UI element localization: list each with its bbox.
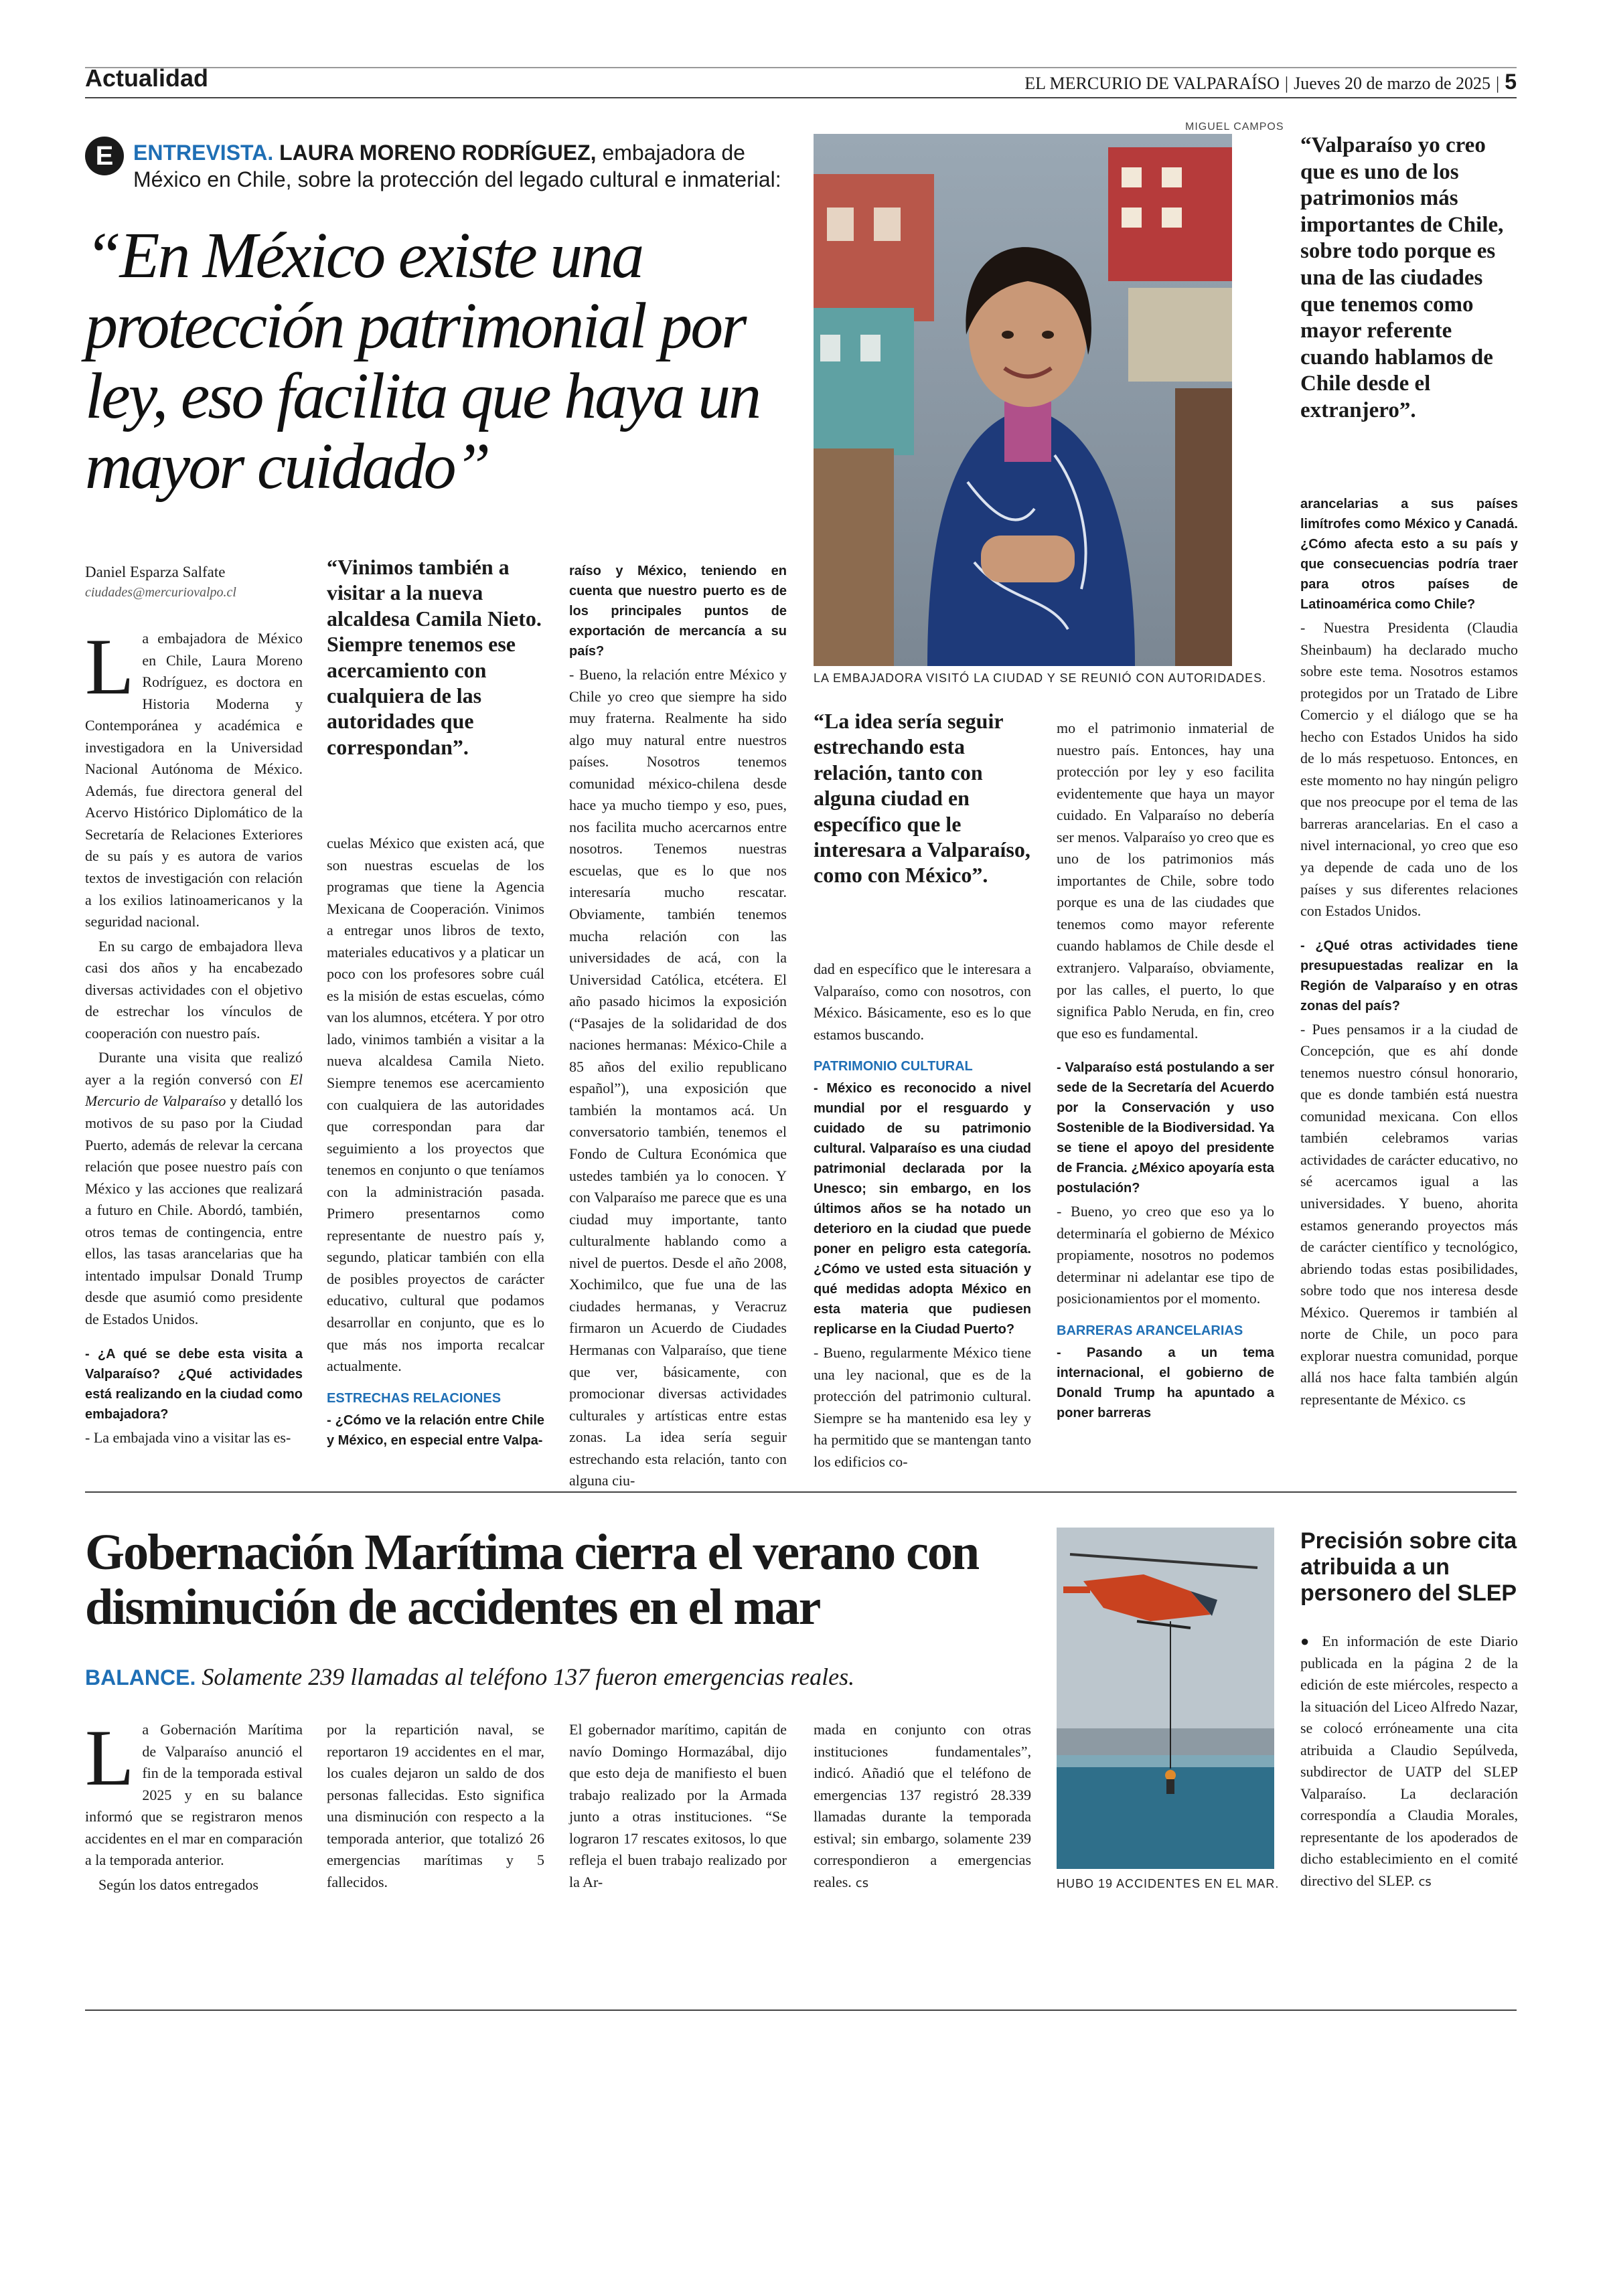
header-rule: [85, 97, 1517, 98]
end-mark: cs: [1418, 1875, 1432, 1890]
section-divider: [85, 1491, 1517, 1493]
byline: [85, 564, 236, 600]
question: raíso y México, teniendo en cuenta que nuestro puerto es de los principales puntos de exportación de mercancía a su país?: [569, 564, 787, 659]
question: - ¿Cómo ve la relación entre Chile y México, en especial entre Valpa-: [327, 1412, 544, 1448]
helicopter-photo-illustration: [1057, 1528, 1274, 1869]
bottom-rule: [85, 2010, 1517, 2011]
main-column-2: [327, 833, 544, 1453]
paragraph-text: Durante una visita que realizó ayer a la región conversó con: [85, 1049, 303, 1088]
ambassador-photo: [814, 134, 1232, 666]
paragraph: dad en específico que le interesara a Valparaíso, como con nosotros, con México. Básicamente, eso es lo que estamos buscando.: [814, 961, 1031, 1043]
paragraph: mo el patrimonio inmaterial de nuestro país. Entonces, hay una protección por ley y eso facilita evidentemente que haya un mayor cuidado. En Valparaíso no debería ser menos. Valparaíso yo creo que es uno de los patrimonios más importantes de Chile, sobre todo porque es una de las ciudades que tenemos como mayor referente cuando hablamos de Chile desde el extranjero. Valparaíso, obviamente, por las calles, el puerto, lo que significa Pablo Neruda, en fin, creo que eso es fundamental.: [1057, 720, 1274, 1042]
correction-text: En información de este Diario publicada en la página 2 de la edición de este miércoles, respecto a la situación del Liceo Alfredo Nazar, se colocó erróneamente una cita atribuida a Claudio Sepúlveda, subdirector de UATP del SLEP Valparaíso. La declaración correspondía a Claudia Morales, representante de los apoderados de dicho establecimiento en el comité directivo del SLEP.: [1300, 1633, 1518, 1890]
second-column-1: [85, 1713, 303, 1898]
main-column-3: [569, 561, 787, 1495]
helicopter-caption: HUBO 19 ACCIDENTES EN EL MAR.: [1057, 1877, 1280, 1890]
paragraph-text: y detalló los motivos de su paso por la Ciudad Puerto, además de relevar la cercana relación que posee nuestro país con México y las acciones que realizará a futuro en Chile. Abordó, también, otros temas de contingencia, entre ellos, las tasas arancelarias que ha intentado impulsar Donald Trump desde que asumió como presidente de Estados Unidos.: [85, 1092, 303, 1327]
second-column-2: [327, 1719, 544, 1896]
dropcap: L: [85, 622, 135, 711]
header-top-rule: [85, 67, 1517, 68]
question: arancelarias a sus países limítrofes como México y Canadá. ¿Cómo afecta esto a su país y que consecuencias podría traer para otros países de Latinoamérica como Chile?: [1300, 497, 1518, 612]
kicker-text: embajadora de México en Chile, sobre la protección del legado cultural e inmaterial:: [133, 141, 781, 191]
photo-credit: MIGUEL CAMPOS: [1185, 121, 1284, 133]
paragraph: [85, 622, 303, 933]
photo-caption: LA EMBAJADORA VISITÓ LA CIUDAD Y SE REUNIÓ CON AUTORIDADES.: [814, 671, 1267, 685]
interview-kicker: [85, 139, 795, 193]
subhead: BARRERAS ARANCELARIAS: [1057, 1323, 1243, 1338]
paragraph-text: mada en conjunto con otras instituciones fundamentales”, indicó. Añadió que el teléfono de emergencias 137 registró 28.339 llamadas durante la temporada estival; sin embargo, solamente 239 correspondieron a emergencias reales.: [814, 1721, 1031, 1890]
folio-separator: |: [1284, 74, 1289, 93]
deck-tag: BALANCE.: [85, 1665, 196, 1690]
subhead: ESTRECHAS RELACIONES: [327, 1390, 502, 1406]
main-column-4: [814, 959, 1031, 1475]
answer: - La embajada vino a visitar las es-: [85, 1428, 291, 1446]
paragraph: Según los datos entregados: [98, 1876, 258, 1893]
paragraph: por la repartición naval, se reportaron 19 accidentes en el mar, los cuales dejaron un saldo de dos personas fallecidas. Esto significa una disminución con respecto a la temporada anterior, que totalizó 26 emergencias marítimas y 5 fallecidos.: [327, 1721, 544, 1890]
answer: - Bueno, la relación entre México y Chile yo creo que siempre ha sido muy fraterna. Realmente ha sido algo muy natural entre nuestros países. Nosotros tenemos comunidad méxico-chilena desde hace ya mucho tiempo y eso, pues, nos facilita mucho acercarnos entre nosotros. Tenemos nuestras escuelas, que es lo que nos interesaría mucho rescatar. Obviamente, también tenemos mucha relación con las universidades de acá, con la Universidad Católica, etcétera. El año pasado hicimos la exposición (“Pasajes de la solidaridad de dos naciones hermanas: México-Chile a 85 años del exilio republicano español”), una exposición que también la montamos acá. Un conversatorio también, tenemos el Fondo de Cultura Económica que ustedes también ya lo conocen. Y con Valparaíso me parece que es una ciudad muy importante, tanto culturalmente hablando como a nivel de puertos. Desde el año 2008, Xochimilco, que fue una de las ciudades hermanas, y Veracruz firmaron un Acuerdo de Ciudades Hermanas con Valparaíso, que tiene que ver, básicamente, con promocionar diversas actividades culturales y artísticas entre estas zonas. La idea sería seguir estrechando esta relación, tanto con alguna ciu-: [569, 666, 787, 1489]
byline-author: Daniel Esparza Salfate: [85, 564, 226, 580]
folio-separator: |: [1495, 74, 1500, 93]
folio: [1024, 70, 1517, 94]
main-column-5: [1057, 718, 1274, 1426]
main-headline: “En México existe una protección patrimonial por ley, eso facilita que haya un mayor cuidado”: [85, 220, 760, 503]
correction-paragraph: [1300, 1631, 1518, 1892]
ambassador-photo-illustration: [814, 134, 1232, 666]
main-column-1: [85, 622, 303, 1451]
paragraph: El gobernador marítimo, capitán de navío Domingo Hormazábal, dijo que esto deja de manifiesto el buen trabajo realizado por la Armada junto a otras instituciones. “Se lograron 17 rescates exitosos, lo que refleja el buen trabajo realizado por la Ar-: [569, 1721, 787, 1890]
paragraph: [85, 1047, 303, 1330]
end-mark: cs: [1452, 1393, 1466, 1408]
interview-badge: E: [85, 137, 124, 175]
answer: [1300, 1019, 1518, 1411]
question: - México es reconocido a nivel mundial por el resguardo y cuidado de su patrimonio cultural. Valparaíso es una ciudad patrimonial declarada por la Unesco; sin embargo, en los últimos años se ha notado un deterioro en la ciudad que puede poner en peligro esta categoría. ¿Cómo ve usted esta situación y qué medidas adopta México en esta materia que pudiesen replicarse en la Ciudad Puerto?: [814, 1081, 1031, 1337]
paper-name-italic: El Mercurio de Valparaíso: [85, 1070, 303, 1110]
question: - Pasando a un tema internacional, el gobierno de Donald Trump ha apuntado a poner barreras: [1057, 1345, 1274, 1420]
page-number: 5: [1505, 70, 1517, 94]
subhead: PATRIMONIO CULTURAL: [814, 1059, 973, 1074]
paragraph: [85, 1713, 303, 1872]
second-column-4: [814, 1719, 1031, 1896]
paper-name: EL MERCURIO DE VALPARAÍSO: [1024, 74, 1280, 93]
second-headline: Gobernación Marítima cierra el verano con disminución de accidentes en el mar: [85, 1524, 979, 1636]
byline-email: ciudades@mercuriovalpo.cl: [85, 585, 236, 600]
question: - ¿A qué se debe esta visita a Valparaíso? ¿Qué actividades está realizando en la ciudad como embajadora?: [85, 1346, 303, 1422]
question: - ¿Qué otras actividades tiene presupuestadas realizar en la Región de Valparaíso y en otras zonas del país?: [1300, 938, 1518, 1013]
paragraph: cuelas México que existen acá, que son nuestras escuelas de los programas que tiene la Agencia Mexicana de Cooperación. Vinimos a entregar unos libros de texto, materiales educativos y a platicar un poco con los profesores sobre cuál es la misión de estas escuelas, cómo van los alumnos, etcétera. Y por otro lado, vinimos también a visitar a la nueva alcaldesa Camila Nieto. Siempre tenemos ese acercamiento con cualquiera de las autoridades que correspondan para dar seguimiento a los proyectos que tenemos en conjunto o que teníamos con la administración pasada. Primero presentarnos como representante de nuestro país y, segundo, platicar también con ella de posibles proyectos de carácter educativo, cultural que podamos desarrollar en conjunto, que es lo que más nos importa recalcar actualmente.: [327, 835, 544, 1375]
answer-text: - Pues pensamos ir a la ciudad de Concepción, que es ahí donde tenemos nuestro cónsul honorario, que es donde también está nuestra comunidad mexicana. Con ellos también celebramos varias actividades de carácter educativo, no sé acercamos igual a las universidades. Y bueno, ahorita estamos generando proyectos más de carácter científico y tecnológico, abriendo todas estas posibilidades, sobre todo que nos interesa desde México. Queremos ir también al norte de Chile, un poco para explorar nuestra comunidad, porque allá nos hace falta también algún representante de México.: [1300, 1020, 1518, 1408]
correction-headline: Precisión sobre cita atribuida a un personero del SLEP: [1300, 1528, 1517, 1606]
paragraph: En su cargo de embajadora lleva casi dos años y ha encabezado diversas actividades con el objetivo de estrechar los vínculos de cooperación con nuestro país.: [85, 937, 303, 1042]
answer: - Bueno, regularmente México tiene una ley nacional, que es de la protección del patrimonio cultural. Siempre se ha mantenido esa ley y ha permitido que se mantengan tanto los edificios co-: [814, 1344, 1031, 1470]
paragraph: [814, 1719, 1031, 1893]
dropcap: L: [85, 1713, 135, 1802]
main-column-6: [1300, 494, 1518, 1414]
answer: - Nuestra Presidenta (Claudia Sheinbaum) ha declarado mucho sobre este tema. Nosotros estamos protegidos por un Tratado de Libre Comercio y el diálogo que se ha hecho con Estados Unidos ha sido de lo más respetuoso. Entonces, en este momento no hay ningún peligro que nos preocupe por el tema de las barreras arancelarias. En el caso a nivel internacional, yo creo que eso ya depende de cada uno de los países y sus diferentes relaciones con Estados Unidos.: [1300, 619, 1518, 920]
deck-text: Solamente 239 llamadas al teléfono 137 fueron emergencias reales.: [202, 1663, 855, 1690]
pull-quote-3: “Valparaíso yo creo que es uno de los patrimonios más importantes de Chile, sobre todo porque es una de las ciudades que tenemos como mayor referente cuando hablamos de Chile desde el extranjero”.: [1300, 133, 1504, 422]
question: - Valparaíso está postulando a ser sede de la Secretaría del Acuerdo por la Conservación y uso Sostenible de la Biodiversidad. Ya se tiene el apoyo del presidente de Francia. ¿México apoyaría esta postulación?: [1057, 1060, 1274, 1196]
bullet-icon: ●: [1300, 1633, 1314, 1649]
kicker-tag: ENTREVISTA.: [133, 141, 274, 165]
paragraph-text: a Gobernación Marítima de Valparaíso anunció el fin de la temporada estival 2025 y en su balance informó que se registraron menos accidentes en el mar en comparación a la temporada anterior.: [85, 1721, 303, 1869]
issue-date: Jueves 20 de marzo de 2025: [1294, 74, 1490, 93]
pull-quote-2: “La idea sería seguir estrechando esta relación, tanto con alguna ciudad en específico que le interesara a Valparaíso, como con México”.: [814, 709, 1030, 888]
answer: - Bueno, yo creo que eso ya lo determinaría el gobierno de México propiamente, nosotros no podemos determinar ni adelantar ese tipo de posicionamientos por el momento.: [1057, 1203, 1274, 1307]
correction-text-block: [1300, 1631, 1518, 1895]
paragraph-text: a embajadora de México en Chile, Laura Moreno Rodríguez, es doctora en Historia Moderna y Contemporánea y académica e investigadora en la Universidad Nacional Autónoma de México. Además, fue directora general del Acervo Histórico Diplomático de la Secretaría de Relaciones Exteriores de su país y es autora de varios textos de investigación con relación a los exilios latinoamericanos y la seguridad nacional.: [85, 630, 303, 930]
end-mark: cs: [855, 1876, 869, 1890]
helicopter-photo: [1057, 1528, 1274, 1869]
second-column-3: [569, 1719, 787, 1896]
kicker-name: LAURA MORENO RODRÍGUEZ,: [279, 141, 597, 165]
second-deck: [85, 1663, 1036, 1691]
section-name: Actualidad: [85, 64, 209, 92]
pull-quote-1: “Vinimos también a visitar a la nueva alcaldesa Camila Nieto. Siempre tenemos ese acercamiento con cualquiera de las autoridades que correspondan”.: [327, 555, 542, 759]
